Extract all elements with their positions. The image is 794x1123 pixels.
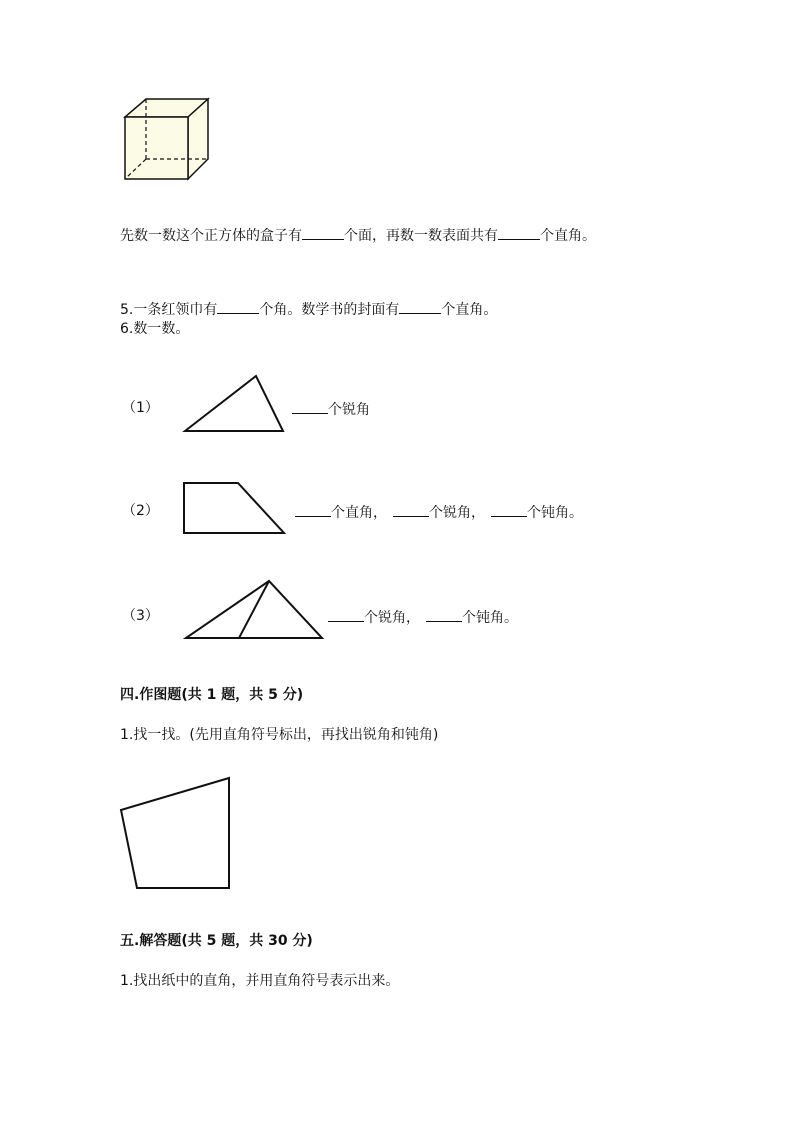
section-4-title: 四.作图题(共 1 题，共 5 分) — [120, 687, 304, 703]
section-5-question-1: 1.找出纸中的直角，并用直角符号表示出来。 — [120, 973, 400, 989]
answer-blank[interactable] — [491, 502, 527, 517]
item-3-answer: 个锐角， 个钝角。 — [328, 607, 518, 627]
triangle-figure-3 — [182, 577, 327, 642]
answer-blank[interactable] — [302, 225, 344, 240]
triangle-figure-1 — [180, 372, 290, 437]
answer-blank[interactable] — [399, 299, 441, 314]
question-5: 5.一条红领巾有 个角。数学书的封面有 个直角。 — [120, 299, 497, 319]
answer-blank[interactable] — [292, 399, 328, 414]
section-4-question-1: 1.找一找。(先用直角符号标出，再找出锐角和钝角) — [120, 727, 439, 743]
question-cube: 先数一数这个正方体的盒子有 个面，再数一数表面共有 个直角。 — [120, 225, 596, 245]
answer-blank[interactable] — [426, 607, 462, 622]
item-1-answer: 个锐角 — [292, 399, 370, 419]
question-6: 6.数一数。 — [120, 321, 190, 337]
answer-blank[interactable] — [498, 225, 540, 240]
item-2-label: （2） — [122, 503, 159, 519]
quadrilateral-figure — [116, 774, 236, 894]
answer-blank[interactable] — [295, 502, 331, 517]
answer-blank[interactable] — [217, 299, 259, 314]
cube-figure — [120, 95, 220, 185]
answer-blank[interactable] — [393, 502, 429, 517]
item-3-label: （3） — [122, 608, 159, 624]
answer-blank[interactable] — [328, 607, 364, 622]
item-1-label: （1） — [122, 400, 159, 416]
trapezoid-figure — [180, 478, 290, 538]
section-5-title: 五.解答题(共 5 题，共 30 分) — [120, 933, 313, 949]
item-2-answer: 个直角， 个锐角， 个钝角。 — [295, 502, 583, 522]
